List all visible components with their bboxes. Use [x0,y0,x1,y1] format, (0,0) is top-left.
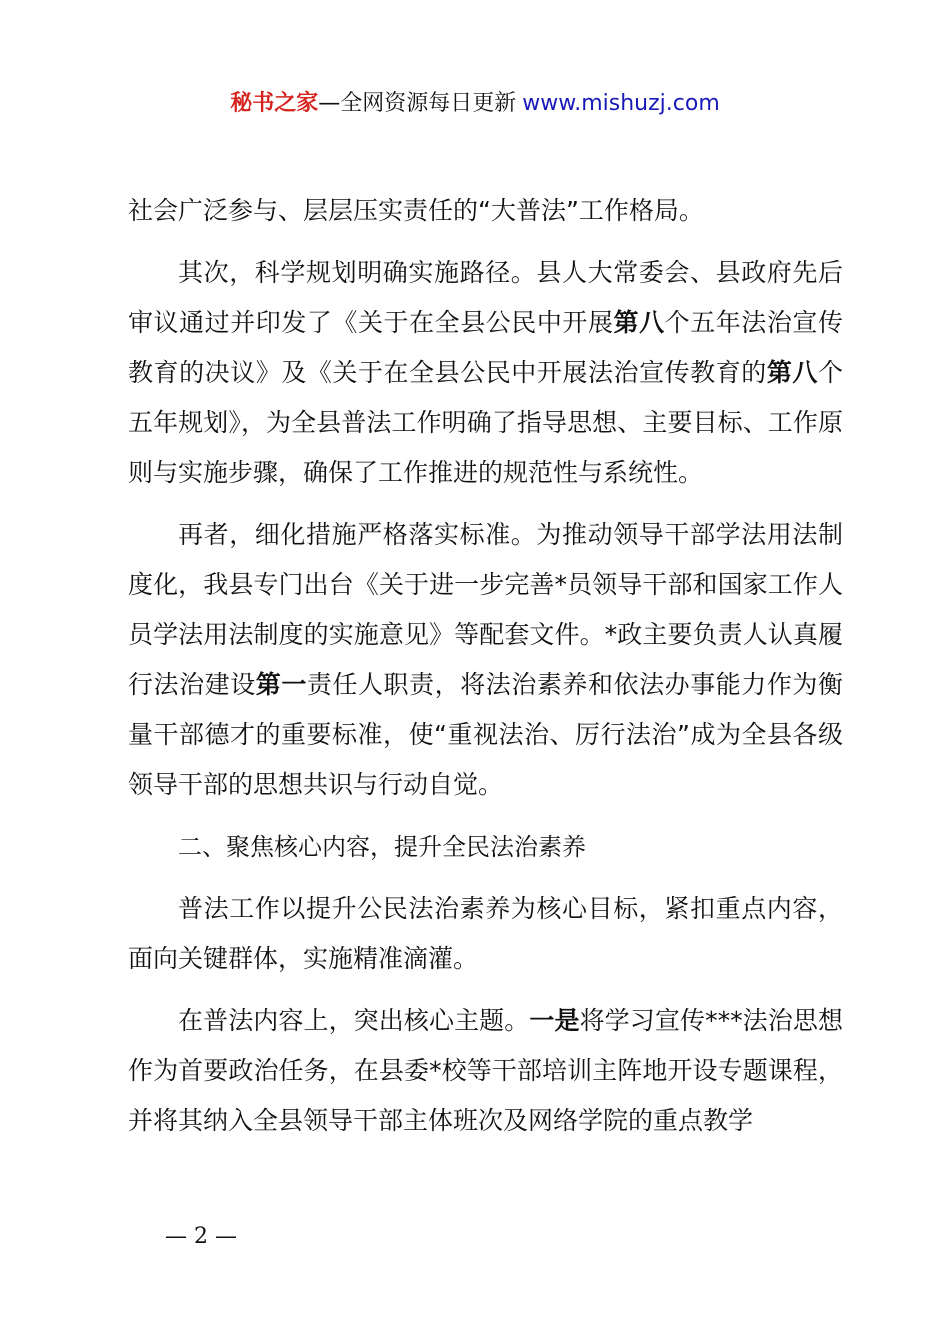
paragraph-text: 在普法内容上，突出核心主题。 [178,1006,530,1035]
section-heading: 二、聚焦核心内容，提升全民法治素养 [178,833,586,861]
header-url-link[interactable]: www.mishuzj.com [522,91,720,116]
paragraph-continuation [128,186,843,236]
document-body [128,186,843,1158]
paragraph-measures [128,510,843,810]
paragraph-text: 责任人职责，将法治素养和依法办事能力作为衡量干部德才的重要标准，使“重视法治、厉行法治”成为全县各级领导干部的思想共识与行动自觉。 [128,670,843,799]
paragraph-planning [128,248,843,498]
paragraph-text: 将学习宣传***法治思想作为首要政治任务，在县委*校等干部培训主阵地开设专题课程，并将其纳入全县领导干部主体班次及网络学院的重点教学 [128,1006,843,1135]
paragraph-text: 其次，科学规划明确实施路径。县人大常委会、县政府先后审议通过并印发了《关于在全县公民中开展 [128,258,843,337]
bold-emphasis: 第八 [613,308,665,337]
site-header [0,88,950,120]
paragraph-text: 社会广泛参与、层层压实责任的“大普法”工作格局。 [128,196,704,225]
brand-name: 秘书之家 [230,91,319,116]
bold-emphasis: 第八 [766,358,818,387]
header-tagline: —全网资源每日更新 [318,91,517,116]
bold-emphasis: 第一 [255,670,307,699]
paragraph-core-goal [128,884,843,984]
paragraph-text: 再者，细化措施严格落实标准。为推动领导干部学法用法制度化，我县专门出台《关于进一步完善*员领导干部和国家工作人员学法用法制度的实施意见》等配套文件。*政主要负责人认真履行法治建设 [128,520,843,699]
paragraph-text: 个五年法治宣传教育的决议》及《关于在全县公民中开展法治宣传教育的 [128,308,843,387]
paragraph-text: 个五年规划》，为全县普法工作明确了指导思想、主要目标、工作原则与实施步骤，确保了工作推进的规范性与系统性。 [128,358,843,487]
paragraph-content [128,996,843,1146]
page-number: — 2 — [165,1224,237,1249]
paragraph-text: 普法工作以提升公民法治素养为核心目标，紧扣重点内容，面向关键群体，实施精准滴灌。 [128,894,843,973]
bold-emphasis: 一是 [529,1006,580,1035]
